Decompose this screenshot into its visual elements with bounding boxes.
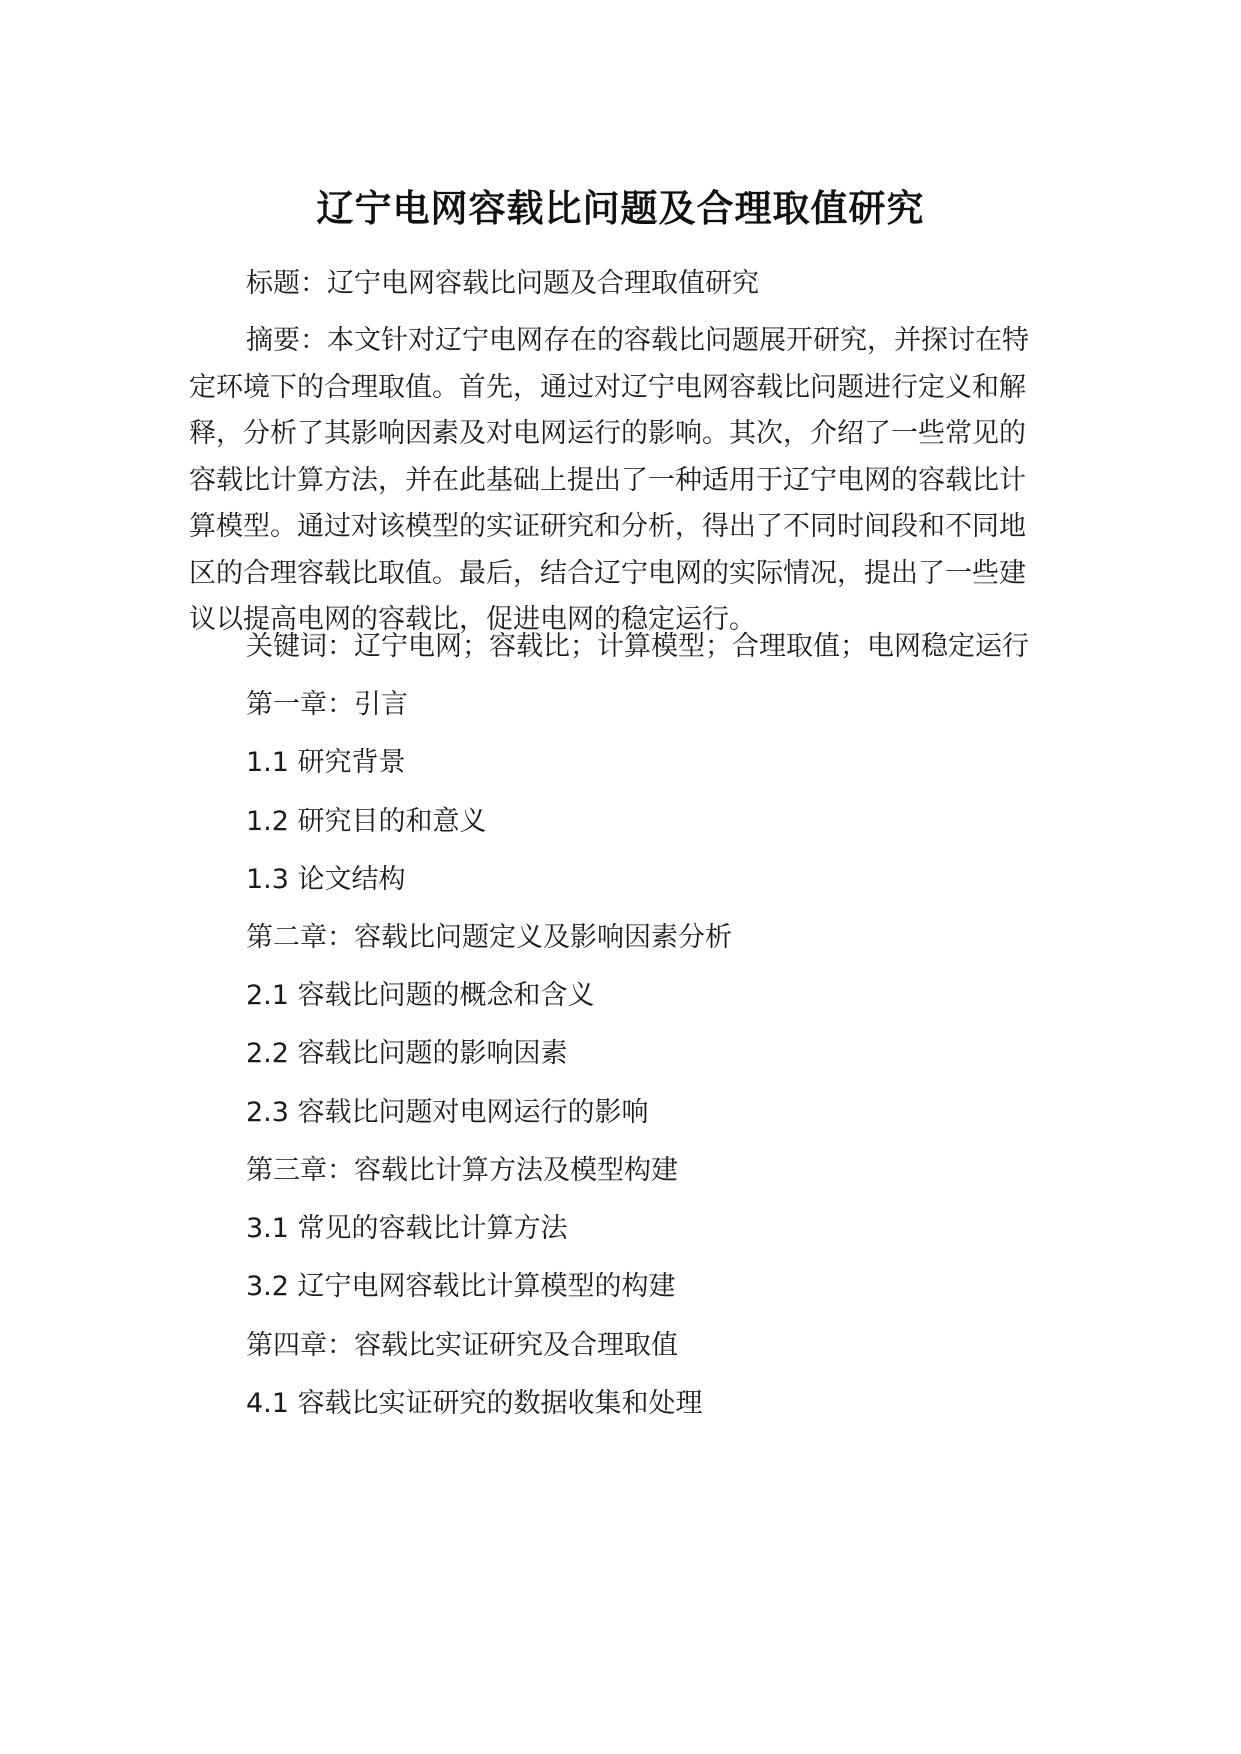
document-title: 辽宁电网容载比问题及合理取值研究 <box>316 187 925 230</box>
outline-section-4-1: 4.1 容载比实证研究的数据收集和处理 <box>246 1388 703 1419</box>
keywords-line: 关键词：辽宁电网；容载比；计算模型；合理取值；电网稳定运行 <box>246 631 1029 662</box>
outline-section-2-1: 2.1 容载比问题的概念和含义 <box>246 980 595 1011</box>
outline-chapter-4: 第四章：容载比实证研究及合理取值 <box>246 1330 678 1361</box>
outline-section-1-3: 1.3 论文结构 <box>246 864 406 895</box>
outline-chapter-3: 第三章：容载比计算方法及模型构建 <box>246 1155 678 1186</box>
subject-line: 标题：辽宁电网容载比问题及合理取值研究 <box>246 268 759 299</box>
outline-section-3-1: 3.1 常见的容载比计算方法 <box>246 1213 568 1244</box>
outline-section-2-2: 2.2 容载比问题的影响因素 <box>246 1038 568 1069</box>
outline-chapter-2: 第二章：容载比问题定义及影响因素分析 <box>246 922 732 953</box>
outline-section-3-2: 3.2 辽宁电网容载比计算模型的构建 <box>246 1271 676 1302</box>
outline-chapter-1: 第一章：引言 <box>246 689 408 720</box>
abstract-paragraph: 摘要：本文针对辽宁电网存在的容载比问题展开研究，并探讨在特定环境下的合理取值。首先，通过对辽宁电网容载比问题进行定义和解释，分析了其影响因素及对电网运行的影响。其次，介绍了一些常见的容载比计算方法，并在此基础上提出了一种适用于辽宁电网的容载比计算模型。通过对该模型的实证研究和分析，得出了不同时间段和不同地区的合理容载比取值。最后，结合辽宁电网的实际情况，提出了一些建议以提高电网的容载比，促进电网的稳定运行。 <box>189 325 1029 635</box>
outline-section-2-3: 2.3 容载比问题对电网运行的影响 <box>246 1097 649 1128</box>
outline-section-1-2: 1.2 研究目的和意义 <box>246 806 487 837</box>
outline-section-1-1: 1.1 研究背景 <box>246 747 406 778</box>
